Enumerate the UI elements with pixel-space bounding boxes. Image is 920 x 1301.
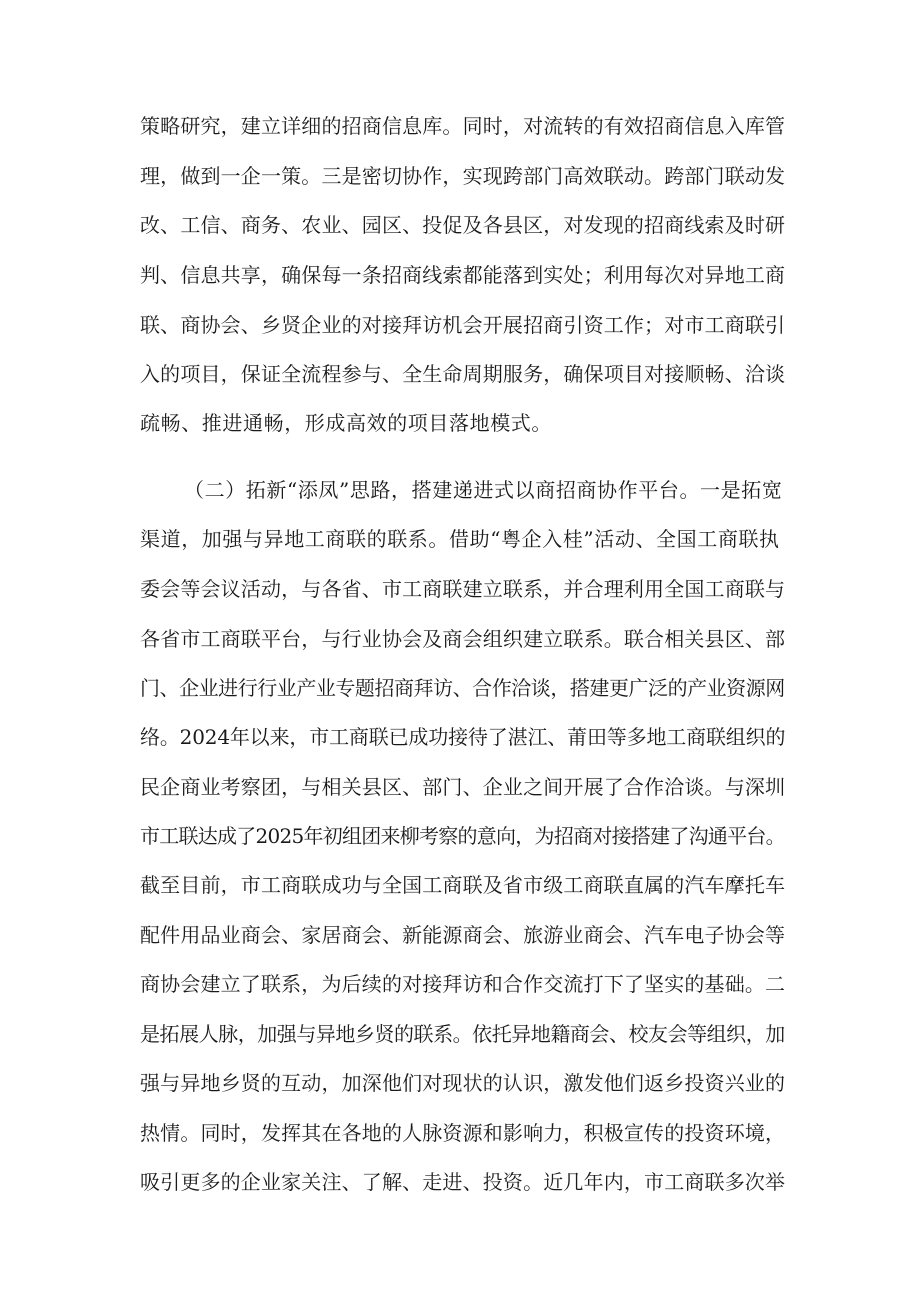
text-line: 理，做到一企一策。三是密切协作，实现跨部门高效联动。跨部门联动发	[140, 164, 786, 188]
text-line: 联、商协会、乡贤企业的对接拜访机会开展招商引资工作；对市工商联引	[140, 313, 786, 337]
text-line: 商协会建立了联系，为后续的对接拜访和合作交流打下了坚实的基础。二	[140, 972, 786, 996]
text-line: 渠道，加强与异地工商联的联系。借助“粤企入桂”活动、全国工商联执	[140, 527, 780, 551]
text-line: 热情。同时，发挥其在各地的人脉资源和影响力，积极宣传的投资环境，	[140, 1121, 786, 1145]
text-line: 疏畅、推进通畅，形成高效的项目落地模式。	[140, 411, 552, 435]
text-line: 入的项目，保证全流程参与、全生命周期服务，确保项目对接顺畅、洽谈	[140, 362, 786, 386]
text-line: 民企商业考察团，与相关县区、部门、企业之间开展了合作洽谈。与深圳	[140, 775, 786, 799]
text-line: 各省市工商联平台，与行业协会及商会组织建立联系。联合相关县区、部	[140, 627, 786, 651]
text-line: 吸引更多的企业家关注、了解、走进、投资。近几年内，市工商联多次举	[140, 1170, 786, 1194]
text-line: 截至目前，市工商联成功与全国工商联及省市级工商联直属的汽车摩托车	[140, 873, 786, 897]
text-line: 强与异地乡贤的互动，加深他们对现状的认识，激发他们返乡投资兴业的	[140, 1071, 786, 1095]
text-line: 市工联达成了2025年初组团来柳考察的意向，为招商对接搭建了沟通平台。	[140, 824, 785, 848]
text-line: 判、信息共享，确保每一条招商线索都能落到实处；利用每次对异地工商	[140, 263, 786, 287]
text-line: 策略研究，建立详细的招商信息库。同时，对流转的有效招商信息入库管	[140, 114, 786, 138]
text-line: 门、企业进行行业产业专题招商拜访、合作洽谈，搭建更广泛的产业资源网	[140, 676, 785, 700]
text-line: 配件用品业商会、家居商会、新能源商会、旅游业商会、汽车电子协会等	[140, 923, 786, 947]
text-line: 络。2024年以来，市工商联已成功接待了湛江、莆田等多地工商联组织的	[140, 725, 786, 749]
section-heading-line: （二）拓新“添凤”思路，搭建递进式以商招商协作平台。一是拓宽	[184, 478, 783, 502]
text-line: 是拓展人脉，加强与异地乡贤的联系。依托异地籍商会、校友会等组织，加	[140, 1022, 785, 1046]
text-line: 改、工信、商务、农业、园区、投促及各县区，对发现的招商线索及时研	[140, 213, 786, 237]
text-line: 委会等会议活动，与各省、市工商联建立联系，并合理利用全国工商联与	[140, 577, 786, 601]
